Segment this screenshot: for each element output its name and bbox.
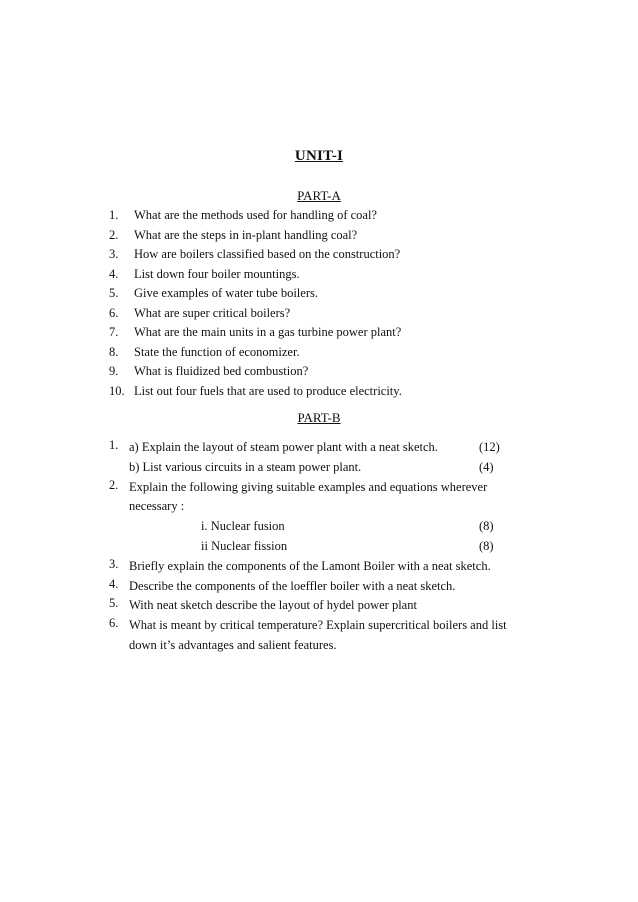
part-b-question-list — [109, 438, 529, 656]
question-line — [129, 478, 529, 498]
question-text: Briefly explain the components of the Lamont Boiler with a neat sketch. — [129, 558, 491, 573]
question-number: 10. — [109, 383, 125, 398]
question-number: 6. — [109, 305, 119, 320]
question-text: List down four boiler mountings. — [134, 266, 300, 281]
question-line — [129, 636, 529, 656]
question-number: 1. — [109, 208, 119, 222]
sub-question-text: ii Nuclear fission — [201, 538, 288, 553]
sub-question-text: i. Nuclear fusion — [201, 519, 285, 534]
question-line — [129, 497, 529, 517]
question-text: necessary : — [129, 499, 185, 514]
question-item — [109, 265, 529, 285]
question-text: What are the methods used for handling of coal? — [134, 208, 377, 222]
question-number: 2. — [109, 477, 119, 492]
question-number: 9. — [109, 364, 119, 378]
marks-label: (8) — [479, 538, 494, 553]
question-number: 7. — [109, 325, 119, 339]
question-item — [109, 245, 529, 265]
question-item — [109, 362, 529, 382]
sub-question-line — [129, 537, 529, 557]
marks-label: (4) — [479, 459, 494, 474]
question-item — [109, 323, 529, 343]
question-text: List out four fuels that are used to produce electricity. — [134, 383, 402, 398]
question-line — [129, 557, 529, 577]
question-number: 3. — [109, 556, 119, 571]
question-number: 5. — [109, 286, 119, 300]
question-text: b) List various circuits in a steam power plant. — [129, 459, 362, 474]
question-line — [129, 438, 529, 458]
question-text: Explain the following giving suitable examples and equations wherever — [129, 479, 488, 494]
question-number: 5. — [109, 596, 119, 611]
marks-label: (12) — [479, 440, 500, 454]
question-text: How are boilers classified based on the construction? — [134, 247, 401, 261]
question-line — [129, 458, 529, 478]
question-item — [109, 596, 529, 616]
sub-question-line — [129, 517, 529, 537]
question-item — [109, 478, 529, 557]
question-item — [109, 616, 529, 656]
question-line — [129, 577, 529, 597]
question-item — [109, 438, 529, 478]
question-text: Describe the components of the loeffler boiler with a neat sketch. — [129, 578, 456, 593]
question-number: 2. — [109, 227, 119, 242]
question-text: With neat sketch describe the layout of hydel power plant — [129, 598, 417, 613]
question-item — [109, 577, 529, 597]
question-number: 3. — [109, 247, 119, 261]
part-b-title: PART-B — [297, 410, 341, 425]
question-text: What is fluidized bed combustion? — [134, 364, 309, 378]
question-text: What are super critical boilers? — [134, 305, 291, 320]
question-item — [109, 206, 529, 226]
question-item — [109, 343, 529, 363]
question-text: What is meant by critical temperature? Explain supercritical boilers and list — [129, 618, 507, 633]
question-number: 6. — [109, 616, 119, 631]
question-text: a) Explain the layout of steam power plant with a neat sketch. — [129, 440, 438, 454]
question-line — [129, 596, 529, 616]
question-text: What are the steps in in-plant handling coal? — [134, 227, 358, 242]
marks-label: (8) — [479, 519, 494, 534]
question-text: Give examples of water tube boilers. — [134, 286, 318, 300]
part-a-question-list — [109, 206, 529, 401]
question-number: 4. — [109, 576, 119, 591]
question-text: down it’s advantages and salient features. — [129, 637, 337, 652]
question-item — [109, 382, 529, 402]
question-number: 8. — [109, 344, 119, 359]
unit-title: UNIT-I — [294, 148, 344, 164]
question-text: State the function of economizer. — [134, 344, 300, 359]
question-text: What are the main units in a gas turbine power plant? — [134, 325, 402, 339]
question-number: 4. — [109, 266, 119, 281]
question-line — [129, 616, 529, 636]
question-item — [109, 284, 529, 304]
question-number: 1. — [109, 438, 119, 452]
question-item — [109, 557, 529, 577]
question-item — [109, 304, 529, 324]
part-a-title: PART-A — [297, 188, 341, 203]
question-item — [109, 226, 529, 246]
